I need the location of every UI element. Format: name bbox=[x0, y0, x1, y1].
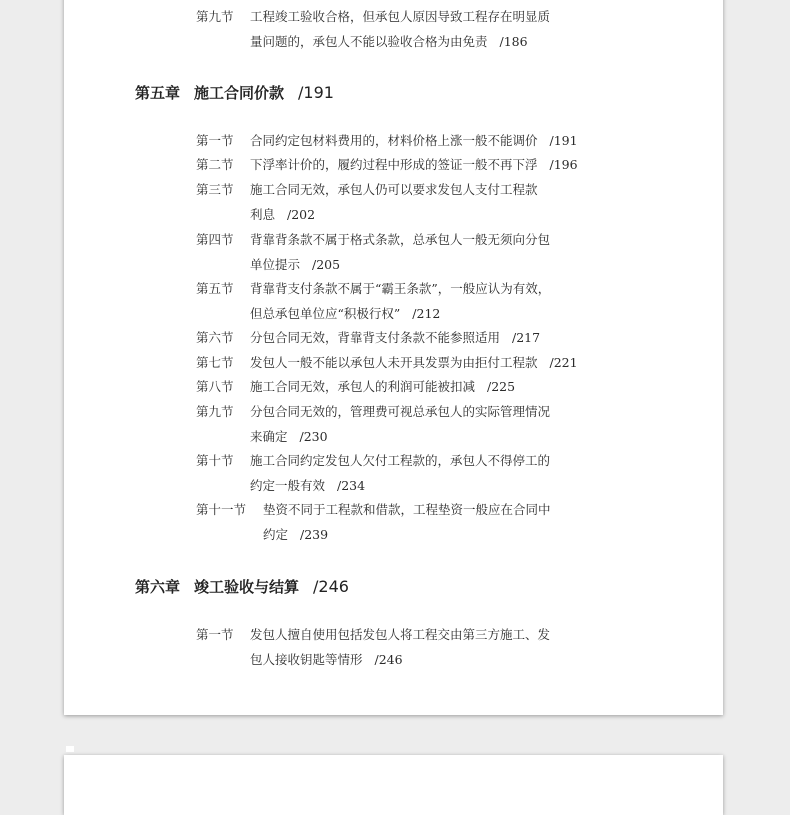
section-title-line1: 分包合同无效的，管理费可视总承包人的实际管理情况 bbox=[250, 404, 551, 419]
section-title-line2: 单位提示 bbox=[250, 256, 301, 272]
section-label: 第一节 bbox=[196, 627, 234, 642]
section-title-line1: 发包人一般不能以承包人未开具发票为由拒付工程款 bbox=[250, 355, 538, 370]
section-title-line1: 施工合同无效，承包人仍可以要求发包人支付工程款 bbox=[250, 182, 538, 197]
section-title-line2: 约定 bbox=[263, 526, 289, 542]
section-label: 第一节 bbox=[196, 133, 234, 148]
chapter-label: 第六章 bbox=[135, 578, 181, 596]
chapter-title: 竣工验收与结算 bbox=[194, 578, 300, 596]
section-page-number: /196 bbox=[549, 157, 578, 172]
section-page-number: /225 bbox=[487, 379, 516, 394]
section-title-line1: 工程竣工验收合格，但承包人原因导致工程存在明显质 bbox=[250, 9, 551, 24]
section-label: 第四节 bbox=[196, 232, 234, 247]
section-label: 第六节 bbox=[196, 330, 234, 345]
section-label: 第七节 bbox=[196, 355, 234, 370]
section-page-number: /239 bbox=[300, 526, 329, 542]
chapter-label: 第五章 bbox=[135, 84, 181, 102]
section-title-line1: 施工合同无效，承包人的利润可能被扣减 bbox=[250, 379, 476, 394]
section-title-line1: 背靠背支付条款不属于“霸王条款”，一般应认为有效， bbox=[250, 281, 551, 296]
chapter-6-heading[interactable] bbox=[135, 576, 349, 597]
chapter-5-heading[interactable] bbox=[135, 82, 334, 103]
chapter-page-number: /191 bbox=[298, 83, 334, 102]
section-label: 第九节 bbox=[196, 9, 234, 24]
section-title-line2: 约定一般有效 bbox=[250, 477, 326, 493]
section-page-number: /221 bbox=[549, 355, 578, 370]
section-title-line1: 分包合同无效，背靠背支付条款不能参照适用 bbox=[250, 330, 501, 345]
section-page-number: /230 bbox=[299, 428, 328, 444]
section-page-number: /205 bbox=[312, 256, 341, 272]
section-title-line2: 量问题的，承包人不能以验收合格为由免责 bbox=[250, 33, 488, 49]
section-page-number: /212 bbox=[412, 305, 441, 321]
section-title-line2: 利息 bbox=[250, 206, 276, 222]
section-page-number: /234 bbox=[337, 477, 366, 493]
section-title-line1: 垫资不同于工程款和借款，工程垫资一般应在合同中 bbox=[263, 502, 551, 517]
section-label: 第九节 bbox=[196, 404, 234, 419]
section-page-number: /217 bbox=[512, 330, 541, 345]
section-title-line1: 合同约定包材料费用的，材料价格上涨一般不能调价 bbox=[250, 133, 538, 148]
section-label: 第八节 bbox=[196, 379, 234, 394]
section-page-number: /186 bbox=[499, 33, 528, 49]
section-page-number: /202 bbox=[287, 206, 316, 222]
section-title-line2: 来确定 bbox=[250, 428, 288, 444]
section-label: 第二节 bbox=[196, 157, 234, 172]
section-title-line1: 下浮率计价的，履约过程中形成的签证一般不再下浮 bbox=[250, 157, 538, 172]
chapter-title: 施工合同价款 bbox=[194, 84, 285, 102]
section-title-line1: 施工合同约定发包人欠付工程款的，承包人不得停工的 bbox=[250, 453, 551, 468]
section-title-line2: 包人接收钥匙等情形 bbox=[250, 651, 363, 667]
chapter-page-number: /246 bbox=[313, 577, 349, 596]
section-label: 第五节 bbox=[196, 281, 234, 296]
section-page-number: /246 bbox=[374, 651, 403, 667]
section-label: 第十节 bbox=[196, 453, 234, 468]
page-marker bbox=[66, 746, 74, 752]
section-label: 第十一节 bbox=[196, 502, 247, 517]
next-document-page bbox=[64, 755, 723, 815]
section-title-line1: 发包人擅自使用包括发包人将工程交由第三方施工、发 bbox=[250, 627, 551, 642]
section-page-number: /191 bbox=[549, 133, 578, 148]
section-title-line2: 但总承包单位应“积极行权” bbox=[250, 305, 401, 321]
section-label: 第三节 bbox=[196, 182, 234, 197]
section-title-line1: 背靠背条款不属于格式条款，总承包人一般无须向分包 bbox=[250, 232, 551, 247]
